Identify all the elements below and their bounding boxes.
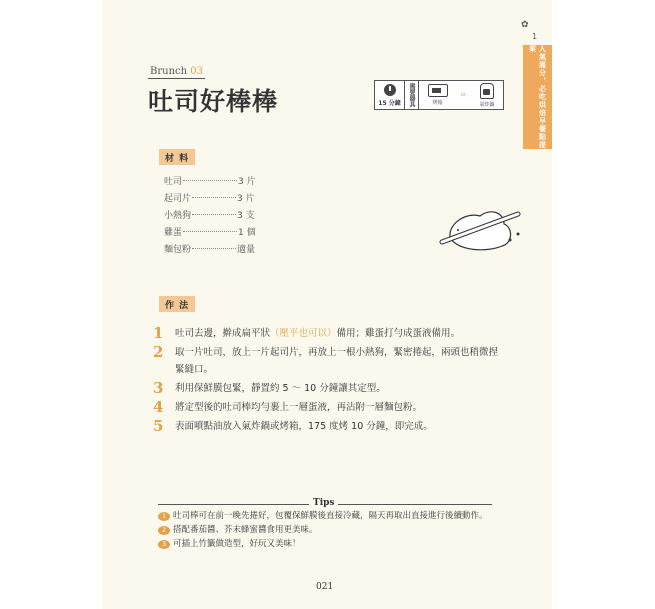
step-text bbox=[175, 399, 503, 416]
tip-text: 可插上竹籤做造型，好玩又美味！ bbox=[173, 539, 301, 549]
ingredient-row bbox=[164, 172, 256, 189]
leader-dots bbox=[183, 231, 237, 232]
info-box bbox=[374, 80, 504, 110]
leader-dots bbox=[192, 197, 236, 198]
step-text-highlight: （壓平也可以） bbox=[270, 328, 337, 339]
tips-label: Tips bbox=[309, 498, 338, 508]
ingredient-qty: 3 片 bbox=[238, 177, 256, 187]
ingredient-qty: 3 片 bbox=[237, 194, 255, 204]
ingredient-qty: 適量 bbox=[237, 245, 256, 255]
tip-text: 搭配番茄醬、芥末蜂蜜醬食用更美味。 bbox=[173, 525, 318, 535]
page-number: 021 bbox=[316, 582, 334, 592]
brunch-label: Brunch bbox=[150, 66, 188, 77]
brunch-tag bbox=[148, 66, 205, 79]
step-text bbox=[175, 344, 503, 378]
step-item bbox=[153, 418, 503, 435]
ingredients-list bbox=[164, 172, 256, 257]
or-label: or bbox=[460, 92, 467, 98]
tip-item bbox=[158, 510, 492, 523]
tip-number: 1 bbox=[158, 512, 170, 521]
time-label: 15 分鐘 bbox=[378, 99, 401, 107]
ingredient-name: 吐司 bbox=[164, 177, 183, 187]
tip-item bbox=[158, 524, 492, 537]
step-number: 3 bbox=[153, 379, 164, 397]
chapter-tab: 人氣滿分，必吃烘焙早餐點提案 bbox=[523, 45, 552, 149]
recipe-title: 吐司好棒棒 bbox=[148, 87, 279, 116]
need-tools-label: 需要器具 bbox=[405, 81, 419, 109]
tool-label: 烤箱 bbox=[432, 100, 443, 106]
step-item bbox=[153, 344, 503, 378]
step-number: 1 bbox=[153, 324, 164, 342]
ingredient-name: 小熱狗 bbox=[164, 211, 192, 221]
ingredient-name: 起司片 bbox=[164, 194, 192, 204]
ingredient-row bbox=[164, 223, 256, 240]
flower-deco-icon: ✿ bbox=[521, 20, 529, 30]
method-label: 作 法 bbox=[159, 296, 195, 312]
leader-dots bbox=[192, 214, 236, 215]
ingredient-row bbox=[164, 189, 256, 206]
ingredient-name: 麵包粉 bbox=[164, 245, 192, 255]
tip-number: 3 bbox=[158, 540, 170, 549]
tool-air-fryer bbox=[479, 83, 494, 108]
tip-item bbox=[158, 538, 492, 551]
oven-icon bbox=[428, 84, 448, 97]
ingredients-label: 材 料 bbox=[159, 149, 195, 165]
step-number: 5 bbox=[153, 417, 164, 435]
step-text bbox=[175, 418, 503, 435]
step-number: 2 bbox=[153, 343, 164, 361]
step-text-main: 取一片吐司，放上一片起司片，再放上一根小熱狗，緊密捲起，兩頭也稍微捏緊縫口。 bbox=[175, 347, 499, 375]
leader-dots bbox=[192, 248, 236, 249]
ingredient-qty: 3 支 bbox=[237, 211, 255, 221]
step-text-main: 表面噴點油放入氣炸鍋或烤箱，175 度烤 10 分鐘，即完成。 bbox=[175, 421, 433, 432]
step-text-after: 備用；雞蛋打勻成蛋液備用。 bbox=[336, 328, 461, 339]
air-fryer-icon bbox=[480, 83, 494, 99]
step-text bbox=[175, 380, 503, 397]
tools-section bbox=[419, 81, 503, 109]
rolling-pin-icon bbox=[438, 200, 528, 260]
tips-list bbox=[158, 510, 492, 552]
tip-text: 吐司棒可在前一晚先捲好，包覆保鮮膜後直接冷藏，隔天再取出直接進行後續動作。 bbox=[173, 511, 488, 521]
ingredient-name: 雞蛋 bbox=[164, 228, 183, 238]
step-text-main: 將定型後的吐司棒均勻裹上一層蛋液，再沾附一層麵包粉。 bbox=[175, 402, 423, 413]
step-number: 4 bbox=[153, 398, 164, 416]
ingredient-row bbox=[164, 240, 256, 257]
step-item bbox=[153, 325, 503, 342]
chapter-number: 1 bbox=[532, 32, 538, 41]
tip-number: 2 bbox=[158, 526, 170, 535]
time-section bbox=[375, 81, 405, 109]
ingredient-row bbox=[164, 206, 256, 223]
book-page bbox=[103, 0, 552, 609]
step-item bbox=[153, 399, 503, 416]
steps-list bbox=[153, 325, 503, 437]
leader-dots bbox=[183, 180, 237, 181]
step-text-main: 吐司去邊，擀成扁平狀 bbox=[175, 328, 271, 339]
step-item bbox=[153, 380, 503, 397]
tool-oven bbox=[428, 84, 448, 106]
step-text-main: 利用保鮮膜包緊，靜置約 5 ～ 10 分鐘讓其定型。 bbox=[175, 383, 386, 394]
tool-label: 氣炸鍋 bbox=[479, 101, 495, 108]
ingredient-qty: 1 個 bbox=[238, 228, 256, 238]
step-text bbox=[175, 325, 503, 342]
brunch-number: 03 bbox=[190, 66, 203, 77]
clock-icon bbox=[384, 84, 396, 96]
